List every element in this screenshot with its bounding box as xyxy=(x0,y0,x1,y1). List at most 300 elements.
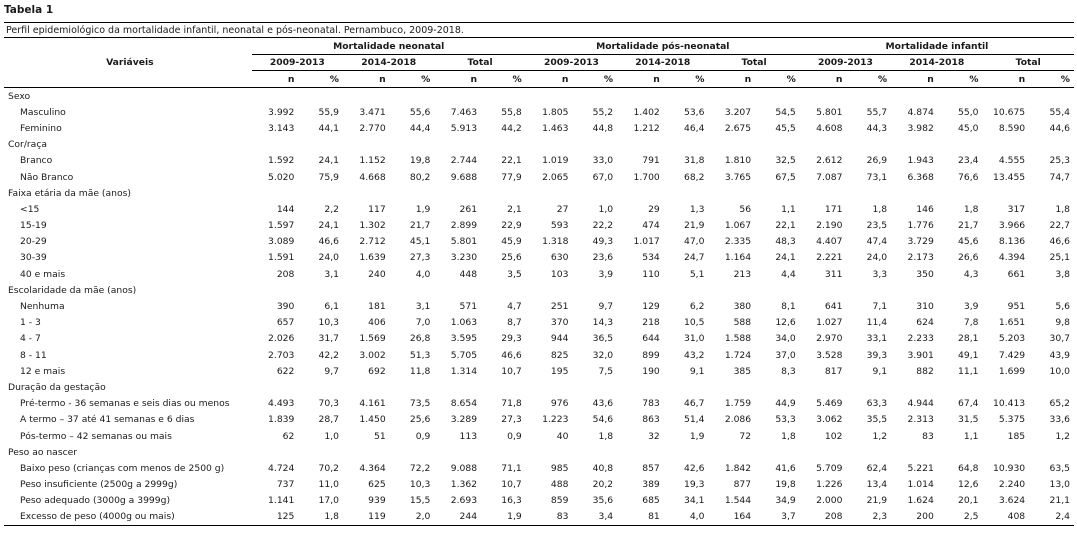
cell-percent: 40,8 xyxy=(592,462,614,474)
cell-n: 2.233 xyxy=(907,333,934,345)
row-label: 40 e mais xyxy=(20,268,66,280)
section-header-row xyxy=(4,88,1074,105)
cell-n: 1.362 xyxy=(450,479,478,491)
cell-n: 385 xyxy=(733,365,752,377)
cell-percent: 2,0 xyxy=(390,509,435,526)
cell-n: 4.407 xyxy=(816,236,843,248)
cell-n: 2.744 xyxy=(450,155,478,167)
cell-percent: 24,1 xyxy=(318,155,340,167)
cell-n: 4.364 xyxy=(359,462,386,474)
cell-n: 588 xyxy=(733,317,752,329)
cell-n: 171 xyxy=(824,203,843,215)
cell-n: 1.164 xyxy=(724,252,752,264)
cell-percent: 10,0 xyxy=(1049,365,1070,377)
section-title: Peso ao nascer xyxy=(8,446,78,458)
cell-percent: 1,9 xyxy=(481,509,526,526)
cell-percent: 22,2 xyxy=(592,220,614,232)
cell-n: 51 xyxy=(374,430,386,442)
cell-n: 1.463 xyxy=(542,122,569,134)
cell-percent: 55,9 xyxy=(318,106,340,118)
table-row xyxy=(4,460,1074,476)
cell-n: 113 xyxy=(459,430,478,442)
n-header: n xyxy=(708,71,755,88)
cell-n: 1.592 xyxy=(268,155,295,167)
cell-percent: 55,8 xyxy=(501,106,522,118)
cell-percent: 7,1 xyxy=(872,301,888,313)
table-caption: Perfil epidemiológico da mortalidade infantil, neonatal e pós-neonatal. Pernambuco, 2009-2018. xyxy=(4,22,1074,38)
cell-percent: 25,1 xyxy=(1049,252,1070,264)
cell-n: 3.143 xyxy=(268,122,295,134)
cell-percent: 39,3 xyxy=(866,349,888,361)
cell-percent: 42,2 xyxy=(318,349,340,361)
cell-percent: 45,1 xyxy=(409,236,431,248)
table-row xyxy=(4,201,1074,217)
cell-percent: 71,1 xyxy=(501,462,522,474)
cell-percent: 45,5 xyxy=(775,122,796,134)
row-label: Excesso de peso (4000g ou mais) xyxy=(4,509,252,526)
cell-n: 218 xyxy=(642,317,660,329)
cell-percent: 8,3 xyxy=(781,365,796,377)
cell-n: 62 xyxy=(282,430,295,442)
cell-n: 1.839 xyxy=(268,414,295,426)
cell-n: 3.089 xyxy=(268,236,295,248)
cell-percent: 22,1 xyxy=(501,155,522,167)
cell-percent: 13,0 xyxy=(1049,479,1070,491)
cell-percent: 31,0 xyxy=(683,333,705,345)
cell-percent: 30,7 xyxy=(1049,333,1070,345)
table-row xyxy=(4,169,1074,185)
cell-n: 244 xyxy=(434,509,481,526)
cell-percent: 67,4 xyxy=(958,398,979,410)
row-label: Não Branco xyxy=(20,171,74,183)
cell-n: 110 xyxy=(642,268,660,280)
cell-n: 1.569 xyxy=(359,333,386,345)
cell-n: 3.992 xyxy=(268,106,295,118)
cell-percent: 0,9 xyxy=(415,430,431,442)
cell-n: 6.368 xyxy=(907,171,934,183)
cell-percent: 54,5 xyxy=(775,106,796,118)
cell-n: 103 xyxy=(550,268,569,280)
cell-n: 1.544 xyxy=(724,495,752,507)
cell-n: 213 xyxy=(733,268,752,280)
percent-header: % xyxy=(664,71,709,88)
cell-percent: 1,8 xyxy=(872,203,888,215)
cell-n: 102 xyxy=(824,430,843,442)
cell-percent: 33,0 xyxy=(592,155,614,167)
cell-percent: 1,3 xyxy=(689,203,705,215)
cell-n: 200 xyxy=(891,509,938,526)
cell-n: 644 xyxy=(642,333,660,345)
cell-n: 5.375 xyxy=(998,414,1026,426)
cell-n: 3.207 xyxy=(724,106,752,118)
table-row xyxy=(4,363,1074,379)
cell-n: 1.450 xyxy=(359,414,386,426)
cell-n: 195 xyxy=(550,365,569,377)
cell-n: 625 xyxy=(368,479,386,491)
period-header: 2014-2018 xyxy=(891,55,982,71)
cell-n: 571 xyxy=(459,301,478,313)
cell-n: 1.639 xyxy=(359,252,386,264)
cell-percent: 2,3 xyxy=(846,509,891,526)
cell-n: 406 xyxy=(368,317,386,329)
cell-percent: 64,8 xyxy=(958,462,979,474)
cell-percent: 16,3 xyxy=(501,495,522,507)
cell-percent: 34,0 xyxy=(775,333,796,345)
cell-percent: 70,3 xyxy=(318,398,340,410)
row-label: 12 e mais xyxy=(20,365,66,377)
n-header: n xyxy=(617,71,664,88)
cell-n: 1.212 xyxy=(633,122,660,134)
cell-n: 877 xyxy=(733,479,752,491)
cell-n: 3.966 xyxy=(998,220,1026,232)
cell-n: 83 xyxy=(526,509,573,526)
cell-n: 310 xyxy=(916,301,934,313)
cell-n: 1.141 xyxy=(268,495,295,507)
cell-percent: 3,4 xyxy=(572,509,617,526)
cell-n: 56 xyxy=(739,203,752,215)
cell-percent: 22,9 xyxy=(501,220,522,232)
cell-percent: 26,8 xyxy=(409,333,431,345)
cell-percent: 32,5 xyxy=(775,155,796,167)
cell-n: 1.810 xyxy=(724,155,752,167)
cell-percent: 44,2 xyxy=(501,122,522,134)
table-row xyxy=(4,266,1074,282)
cell-n: 1.027 xyxy=(816,317,843,329)
cell-n: 5.020 xyxy=(268,171,295,183)
cell-n: 1.063 xyxy=(450,317,478,329)
period-header: 2009-2013 xyxy=(800,55,891,71)
cell-percent: 11,1 xyxy=(958,365,979,377)
percent-header: % xyxy=(572,71,617,88)
cell-percent: 71,8 xyxy=(501,398,522,410)
row-label: Pré-termo - 36 semanas e seis dias ou menos xyxy=(20,398,230,410)
cell-percent: 68,2 xyxy=(683,171,705,183)
row-label: Feminino xyxy=(20,122,62,134)
cell-n: 641 xyxy=(824,301,843,313)
cell-percent: 25,3 xyxy=(1049,155,1070,167)
cell-n: 408 xyxy=(982,509,1029,526)
cell-n: 9.088 xyxy=(450,462,478,474)
cell-percent: 2,4 xyxy=(1029,509,1074,526)
cell-percent: 24,0 xyxy=(866,252,888,264)
cell-n: 5.221 xyxy=(907,462,934,474)
cell-n: 81 xyxy=(617,509,664,526)
cell-percent: 43,6 xyxy=(592,398,614,410)
cell-percent: 1,8 xyxy=(1055,203,1070,215)
cell-percent: 11,4 xyxy=(866,317,888,329)
cell-percent: 2,2 xyxy=(324,203,340,215)
cell-n: 5.801 xyxy=(450,236,478,248)
cell-percent: 21,7 xyxy=(409,220,431,232)
n-header: n xyxy=(252,71,299,88)
cell-percent: 4,7 xyxy=(507,301,522,313)
cell-percent: 47,4 xyxy=(866,236,888,248)
cell-n: 125 xyxy=(252,509,299,526)
cell-n: 737 xyxy=(276,479,295,491)
cell-n: 857 xyxy=(642,462,660,474)
cell-n: 1.019 xyxy=(542,155,569,167)
cell-percent: 75,9 xyxy=(318,171,340,183)
cell-n: 1.591 xyxy=(268,252,295,264)
cell-n: 1.017 xyxy=(633,236,660,248)
cell-percent: 25,6 xyxy=(501,252,522,264)
cell-n: 899 xyxy=(642,349,660,361)
cell-n: 1.067 xyxy=(724,220,752,232)
cell-percent: 26,9 xyxy=(866,155,888,167)
table-label: Tabela 1 xyxy=(4,4,54,16)
cell-n: 4.874 xyxy=(907,106,934,118)
cell-percent: 19,8 xyxy=(775,479,796,491)
section-title: Escolaridade da mãe (anos) xyxy=(8,284,137,296)
cell-percent: 55,0 xyxy=(958,106,979,118)
cell-n: 3.002 xyxy=(359,349,386,361)
cell-percent: 55,7 xyxy=(866,106,888,118)
cell-n: 4.724 xyxy=(268,462,295,474)
cell-n: 1.724 xyxy=(724,349,752,361)
cell-n: 8.590 xyxy=(998,122,1026,134)
cell-n: 7.087 xyxy=(816,171,843,183)
cell-n: 2.899 xyxy=(450,220,478,232)
cell-n: 1.014 xyxy=(907,479,934,491)
cell-n: 13.455 xyxy=(993,171,1026,183)
cell-n: 164 xyxy=(708,509,755,526)
cell-n: 350 xyxy=(916,268,934,280)
cell-percent: 54,6 xyxy=(592,414,614,426)
cell-n: 5.709 xyxy=(816,462,843,474)
cell-n: 9.688 xyxy=(450,171,478,183)
cell-percent: 47,0 xyxy=(683,236,705,248)
variables-header: Variáveis xyxy=(106,57,154,68)
cell-percent: 3,1 xyxy=(415,301,431,313)
cell-percent: 24,0 xyxy=(318,252,340,264)
cell-n: 2.703 xyxy=(268,349,295,361)
cell-n: 1.152 xyxy=(359,155,386,167)
cell-percent: 8,7 xyxy=(507,317,522,329)
cell-percent: 31,5 xyxy=(958,414,979,426)
row-label: <15 xyxy=(20,203,40,215)
cell-percent: 1,2 xyxy=(872,430,888,442)
table-row xyxy=(4,250,1074,266)
cell-percent: 19,3 xyxy=(683,479,705,491)
cell-n: 1.624 xyxy=(907,495,934,507)
cell-n: 3.901 xyxy=(907,349,934,361)
cell-n: 10.675 xyxy=(993,106,1026,118)
cell-percent: 9,7 xyxy=(598,301,614,313)
period-header: 2009-2013 xyxy=(252,55,343,71)
cell-percent: 63,3 xyxy=(866,398,888,410)
cell-percent: 21,9 xyxy=(683,220,705,232)
cell-percent: 6,1 xyxy=(324,301,340,313)
cell-percent: 44,9 xyxy=(775,398,796,410)
cell-percent: 33,1 xyxy=(866,333,888,345)
row-label: 30-39 xyxy=(20,252,47,264)
cell-percent: 3,3 xyxy=(872,268,888,280)
cell-percent: 36,5 xyxy=(592,333,614,345)
cell-n: 83 xyxy=(922,430,934,442)
cell-percent: 15,5 xyxy=(409,495,431,507)
cell-n: 630 xyxy=(550,252,569,264)
cell-percent: 45,0 xyxy=(958,122,979,134)
cell-percent: 65,2 xyxy=(1049,398,1070,410)
cell-percent: 1,0 xyxy=(598,203,614,215)
cell-n: 3.595 xyxy=(450,333,478,345)
cell-n: 3.528 xyxy=(816,349,843,361)
cell-n: 117 xyxy=(368,203,386,215)
cell-percent: 9,1 xyxy=(872,365,888,377)
cell-percent: 46,6 xyxy=(318,236,340,248)
cell-percent: 49,3 xyxy=(592,236,614,248)
cell-n: 3.289 xyxy=(450,414,478,426)
cell-percent: 45,6 xyxy=(958,236,979,248)
cell-percent: 7,8 xyxy=(963,317,979,329)
cell-n: 2.970 xyxy=(816,333,843,345)
cell-percent: 43,2 xyxy=(683,349,705,361)
cell-percent: 10,7 xyxy=(501,479,522,491)
cell-n: 261 xyxy=(459,203,478,215)
cell-n: 32 xyxy=(648,430,660,442)
cell-n: 185 xyxy=(1007,430,1026,442)
cell-n: 863 xyxy=(642,414,660,426)
row-label: 4 - 7 xyxy=(20,333,41,345)
sub-header-blank xyxy=(4,71,252,88)
cell-n: 661 xyxy=(1007,268,1026,280)
cell-percent: 10,3 xyxy=(409,479,431,491)
cell-n: 448 xyxy=(459,268,478,280)
cell-percent: 1,9 xyxy=(689,430,705,442)
cell-n: 657 xyxy=(276,317,295,329)
cell-percent: 51,4 xyxy=(683,414,705,426)
cell-percent: 46,4 xyxy=(683,122,705,134)
n-header: n xyxy=(343,71,390,88)
cell-n: 5.705 xyxy=(450,349,478,361)
cell-n: 2.335 xyxy=(724,236,752,248)
row-label: Peso adequado (3000g a 3999g) xyxy=(20,495,171,507)
row-label: Baixo peso (crianças com menos de 2500 g) xyxy=(20,462,225,474)
cell-n: 3.729 xyxy=(907,236,934,248)
data-table xyxy=(4,39,1074,526)
cell-n: 5.203 xyxy=(998,333,1026,345)
cell-n: 534 xyxy=(642,252,660,264)
n-header: n xyxy=(891,71,938,88)
row-label: Masculino xyxy=(20,106,66,118)
cell-percent: 17,0 xyxy=(318,495,340,507)
percent-header: % xyxy=(1029,71,1074,88)
cell-n: 190 xyxy=(642,365,660,377)
cell-n: 1.805 xyxy=(542,106,569,118)
row-label: Peso insuficiente (2500g a 2999g) xyxy=(20,479,178,491)
n-header: n xyxy=(800,71,847,88)
cell-percent: 80,2 xyxy=(409,171,431,183)
cell-percent: 44,3 xyxy=(866,122,888,134)
cell-percent: 20,2 xyxy=(592,479,614,491)
cell-n: 208 xyxy=(276,268,295,280)
cell-percent: 4,3 xyxy=(963,268,979,280)
cell-n: 1.759 xyxy=(724,398,752,410)
table-row xyxy=(4,428,1074,444)
row-label: A termo – 37 até 41 semanas e 6 dias xyxy=(20,414,195,426)
cell-n: 311 xyxy=(824,268,843,280)
cell-percent: 4,0 xyxy=(664,509,709,526)
cell-n: 2.086 xyxy=(724,414,752,426)
cell-percent: 73,5 xyxy=(409,398,431,410)
cell-n: 976 xyxy=(550,398,569,410)
cell-n: 4.668 xyxy=(359,171,386,183)
cell-n: 622 xyxy=(276,365,295,377)
cell-percent: 4,0 xyxy=(415,268,431,280)
cell-percent: 23,6 xyxy=(592,252,614,264)
group-header-infantil: Mortalidade infantil xyxy=(800,39,1074,55)
cell-percent: 29,3 xyxy=(501,333,522,345)
cell-percent: 28,7 xyxy=(318,414,340,426)
table-row xyxy=(4,315,1074,331)
cell-n: 146 xyxy=(916,203,934,215)
cell-percent: 73,1 xyxy=(866,171,888,183)
cell-n: 251 xyxy=(550,301,569,313)
n-header: n xyxy=(434,71,481,88)
cell-percent: 49,1 xyxy=(958,349,979,361)
cell-n: 40 xyxy=(556,430,569,442)
cell-percent: 22,1 xyxy=(775,220,796,232)
cell-percent: 55,2 xyxy=(592,106,614,118)
cell-percent: 6,2 xyxy=(689,301,705,313)
cell-n: 1.776 xyxy=(907,220,934,232)
cell-n: 5.913 xyxy=(450,122,478,134)
cell-n: 72 xyxy=(739,430,752,442)
percent-header: % xyxy=(390,71,435,88)
section-header-row xyxy=(4,444,1074,460)
section-title: Cor/raça xyxy=(8,139,47,151)
percent-header: % xyxy=(481,71,526,88)
cell-percent: 5,1 xyxy=(689,268,705,280)
section-header-row xyxy=(4,282,1074,298)
row-label: 15-19 xyxy=(20,220,47,232)
cell-percent: 9,8 xyxy=(1055,317,1070,329)
cell-percent: 5,6 xyxy=(1055,301,1070,313)
cell-n: 4.555 xyxy=(998,155,1026,167)
cell-n: 1.402 xyxy=(633,106,660,118)
cell-n: 5.469 xyxy=(816,398,843,410)
section-title: Faixa etária da mãe (anos) xyxy=(8,187,131,199)
table-row xyxy=(4,509,1074,526)
cell-n: 4.608 xyxy=(816,122,843,134)
cell-percent: 22,7 xyxy=(1049,220,1070,232)
cell-percent: 67,5 xyxy=(775,171,796,183)
cell-percent: 74,7 xyxy=(1049,171,1070,183)
cell-n: 593 xyxy=(550,220,569,232)
cell-percent: 24,1 xyxy=(775,252,796,264)
cell-percent: 55,4 xyxy=(1049,106,1070,118)
cell-percent: 53,3 xyxy=(775,414,796,426)
cell-n: 783 xyxy=(642,398,660,410)
cell-n: 8.136 xyxy=(998,236,1026,248)
cell-percent: 10,5 xyxy=(683,317,705,329)
table-row xyxy=(4,412,1074,428)
row-label: 20-29 xyxy=(20,236,47,248)
cell-percent: 25,6 xyxy=(409,414,431,426)
cell-percent: 67,0 xyxy=(592,171,614,183)
cell-percent: 12,6 xyxy=(775,317,796,329)
percent-header: % xyxy=(938,71,983,88)
cell-percent: 11,0 xyxy=(318,479,340,491)
section-title: Duração da gestação xyxy=(8,381,106,393)
cell-n: 240 xyxy=(368,268,386,280)
cell-n: 4.394 xyxy=(998,252,1026,264)
table-row xyxy=(4,477,1074,493)
cell-percent: 13,4 xyxy=(866,479,888,491)
cell-percent: 62,4 xyxy=(866,462,888,474)
group-header-neonatal: Mortalidade neonatal xyxy=(252,39,526,55)
cell-percent: 33,6 xyxy=(1049,414,1070,426)
